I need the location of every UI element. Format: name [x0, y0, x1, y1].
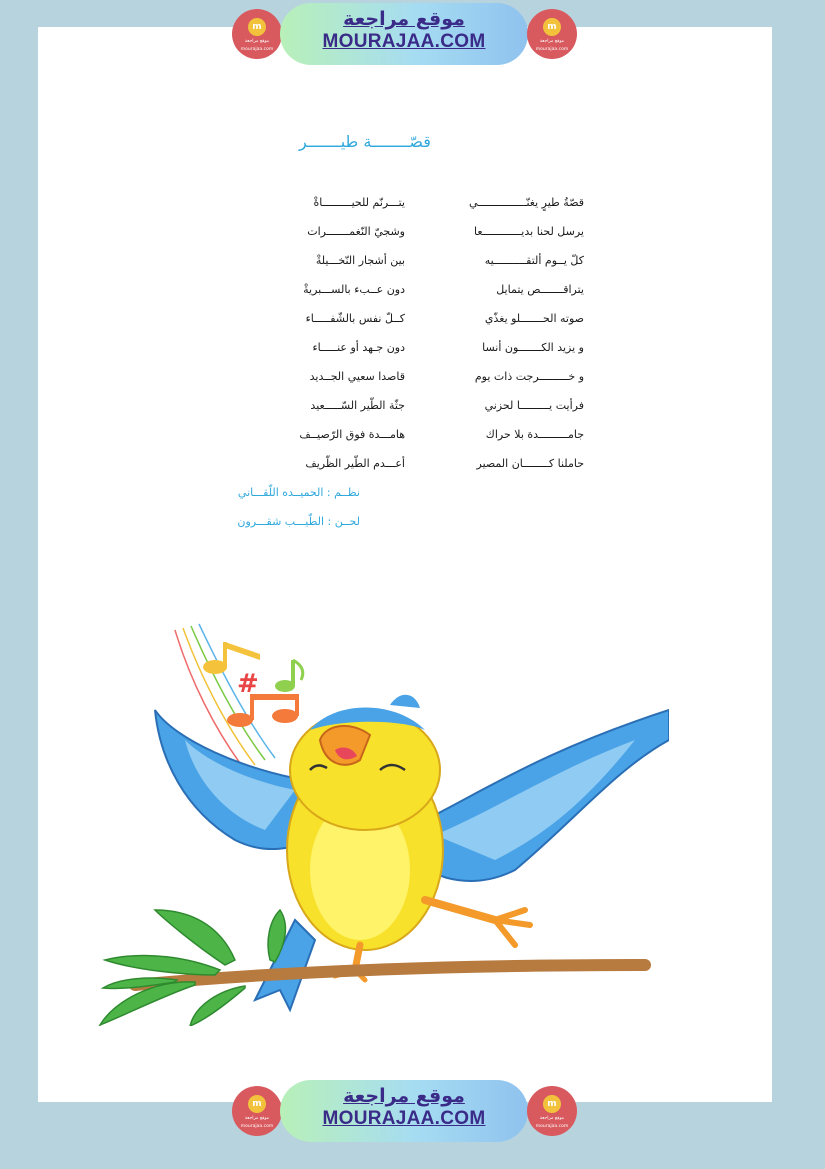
verse-first-hemistich: يرسل لحنا بديــــــــــــعا: [473, 225, 584, 238]
site-link-pill[interactable]: [280, 1080, 528, 1142]
bird-illustration: [95, 620, 669, 1026]
verse-second-hemistich: بين أشجار النّخـــيلةْ: [315, 254, 405, 267]
site-name-arabic[interactable]: موقع مراجعة: [343, 8, 465, 30]
verse-line: [200, 277, 600, 306]
verse-first-hemistich: حاملنا كــــــــان المصير: [476, 457, 584, 470]
verse-line: [200, 422, 600, 451]
site-logo-badge: [232, 1086, 282, 1136]
verse-second-hemistich: وشجيّ النّغمـــــــرات: [307, 225, 405, 238]
logo-icon: m: [248, 18, 266, 36]
logo-icon: m: [543, 1095, 561, 1113]
badge-caption-latin: mourajaa.com: [240, 1124, 274, 1129]
verse-first-hemistich: صوته الحـــــــلو يغذّي: [484, 312, 584, 325]
badge-caption-latin: mourajaa.com: [535, 1124, 569, 1129]
poem-author: نظــم : الحميــده اللّقـــاني: [237, 486, 360, 499]
site-banner-top[interactable]: [232, 3, 577, 65]
verse-line: [200, 306, 600, 335]
site-name-arabic[interactable]: موقع مراجعة: [343, 1085, 465, 1107]
verse-line: [200, 219, 600, 248]
verse-first-hemistich: و يزيد الكـــــــون أنسا: [482, 341, 584, 354]
verse-line: [200, 451, 600, 480]
verse-first-hemistich: و خـــــــــرجت ذات يوم: [474, 370, 584, 383]
site-name-latin[interactable]: MOURAJAA.COM: [322, 31, 486, 52]
singing-bird-icon: [95, 620, 669, 1026]
verse-second-hemistich: جثّة الطّير السّـــــعيد: [310, 399, 405, 412]
logo-icon: m: [248, 1095, 266, 1113]
verse-first-hemistich: قصّةُ طيرٍ يغنّـــــــــــــــي: [468, 196, 584, 209]
verse-second-hemistich: كــلّ نفس بالشّفـــــاء: [305, 312, 405, 325]
site-link-pill[interactable]: [280, 3, 528, 65]
verse-first-hemistich: جامـــــــــدة بلا حراك: [485, 428, 584, 441]
leaf-icon: [100, 910, 285, 1026]
verse-line: [200, 248, 600, 277]
badge-caption-arabic: موقع مراجعة: [244, 1116, 270, 1121]
badge-caption-arabic: موقع مراجعة: [244, 39, 270, 44]
verse-first-hemistich: فرأيت يـــــــــا لحزني: [484, 399, 584, 412]
badge-caption-latin: mourajaa.com: [240, 47, 274, 52]
verse-first-hemistich: يتراقـــــــص يتمايل: [496, 283, 584, 296]
poem-verses: [200, 190, 600, 480]
verse-second-hemistich: أعـــدم الطّير الظّريف: [305, 457, 405, 470]
badge-caption-arabic: موقع مراجعة: [539, 1116, 565, 1121]
music-note-icon: [275, 660, 303, 692]
site-logo-badge: [527, 1086, 577, 1136]
site-banner-bottom[interactable]: [232, 1080, 577, 1142]
site-name-latin[interactable]: MOURAJAA.COM: [322, 1108, 486, 1129]
verse-line: [200, 393, 600, 422]
poem-composer: لحــن : الطّيـــب شقـــرون: [237, 515, 360, 528]
verse-second-hemistich: هامـــدة فوق الرّصيــف: [299, 428, 405, 441]
logo-icon: m: [543, 18, 561, 36]
verse-line: [200, 335, 600, 364]
site-logo-badge: [527, 9, 577, 59]
poem-title: قصّــــــــة طيـــــــر: [299, 132, 431, 151]
verse-line: [200, 190, 600, 219]
verse-second-hemistich: دون عــبء بالســـبريةْ: [303, 283, 405, 296]
badge-caption-latin: mourajaa.com: [535, 47, 569, 52]
verse-second-hemistich: قاصدا سعيي الجــديد: [309, 370, 405, 383]
verse-line: [200, 364, 600, 393]
badge-caption-arabic: موقع مراجعة: [539, 39, 565, 44]
verse-first-hemistich: كلّ يــوم ألتقــــــــــيه: [484, 254, 584, 267]
site-logo-badge: [232, 9, 282, 59]
verse-second-hemistich: دون جـهد أو عنـــــاء: [312, 341, 405, 354]
verse-second-hemistich: يتـــرنّم للحيـــــــــاةْ: [313, 196, 405, 209]
sharp-sign-icon: #: [237, 669, 259, 699]
